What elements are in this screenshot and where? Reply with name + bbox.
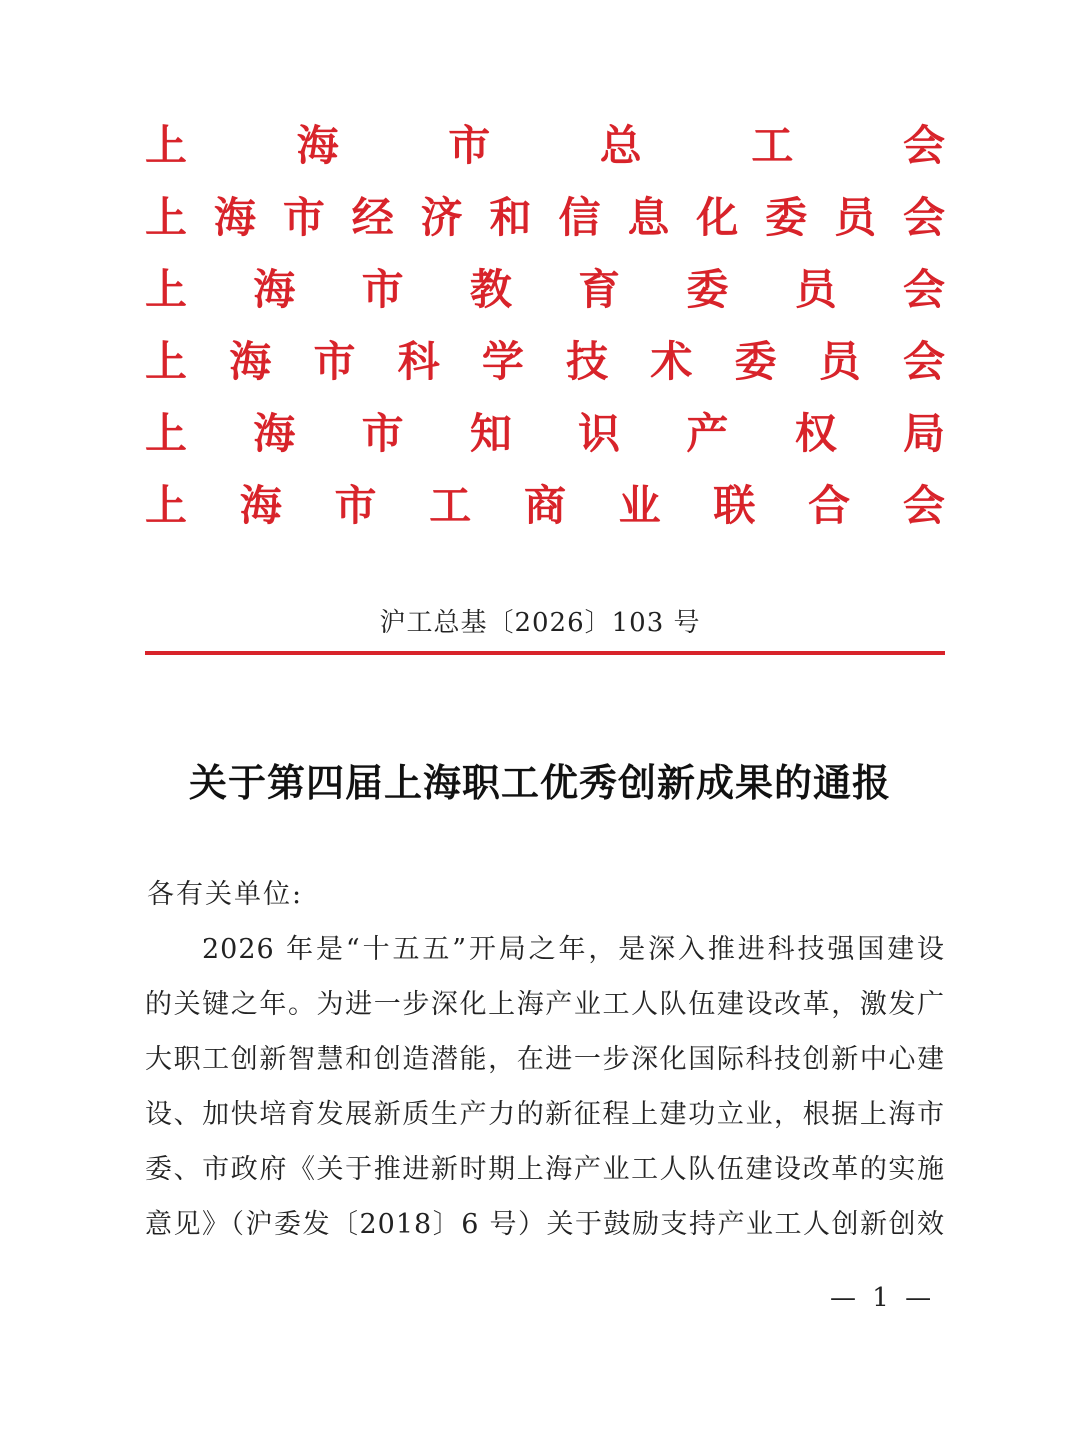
- issuer-char: 联: [713, 481, 756, 530]
- issuer-char: 业: [618, 481, 661, 530]
- salutation: 各有关单位:: [147, 879, 304, 910]
- issuer-char: 委: [765, 193, 808, 242]
- issuer-char: 合: [808, 481, 851, 530]
- issuer-char: 局: [902, 409, 945, 458]
- body-line: 意见》（沪委发〔2018〕6 号）关于鼓励支持产业工人创新创效: [145, 1209, 945, 1240]
- issuer-char: 会: [902, 265, 945, 314]
- body-line: 设、加快培育发展新质生产力的新征程上建功立业，根据上海市: [145, 1099, 945, 1130]
- issuer-char: 上: [145, 121, 188, 170]
- issuer-char: 工: [751, 121, 794, 170]
- notice-title: 关于第四届上海职工优秀创新成果的通报: [188, 760, 891, 805]
- issuer-row: [145, 182, 945, 254]
- issuer-char: 育: [578, 265, 621, 314]
- issuer-char: 经: [351, 193, 394, 242]
- issuer-row: [145, 326, 945, 398]
- issuer-row: [145, 398, 945, 470]
- issuer-char: 识: [578, 409, 621, 458]
- issuer-char: 海: [239, 481, 282, 530]
- issuer-char: 委: [734, 337, 777, 386]
- body-text: [145, 924, 945, 1254]
- page-number: — 1 —: [830, 1283, 936, 1313]
- issuer-char: 上: [145, 265, 188, 314]
- issuer-char: 会: [902, 337, 945, 386]
- issuer-char: 海: [213, 193, 256, 242]
- issuer-char: 术: [650, 337, 693, 386]
- issuer-char: 市: [334, 481, 377, 530]
- body-line: 2026 年是“十五五”开局之年，是深入推进科技强国建设: [202, 934, 945, 965]
- issuer-char: 工: [429, 481, 472, 530]
- issuer-char: 产: [686, 409, 729, 458]
- issuer-char: 市: [282, 193, 325, 242]
- issuer-row: [145, 254, 945, 326]
- issuer-char: 济: [420, 193, 463, 242]
- issuer-char: 学: [481, 337, 524, 386]
- issuer-char: 员: [818, 337, 861, 386]
- issuer-char: 信: [558, 193, 601, 242]
- issuer-char: 商: [523, 481, 566, 530]
- issuer-char: 知: [469, 409, 512, 458]
- issuer-row: [145, 110, 945, 182]
- body-line: 委、市政府《关于推进新时期上海产业工人队伍建设改革的实施: [145, 1154, 945, 1185]
- issuer-char: 和: [489, 193, 532, 242]
- issuer-char: 权: [794, 409, 837, 458]
- issuer-char: 技: [566, 337, 609, 386]
- issuer-char: 总: [599, 121, 642, 170]
- issuer-row: [145, 470, 945, 542]
- issuer-char: 上: [145, 481, 188, 530]
- issuer-char: 海: [296, 121, 339, 170]
- issuer-char: 教: [469, 265, 512, 314]
- issuer-char: 市: [448, 121, 491, 170]
- issuer-char: 息: [627, 193, 670, 242]
- issuer-char: 上: [145, 337, 188, 386]
- body-line: 的关键之年。为进一步深化上海产业工人队伍建设改革，激发广: [145, 989, 945, 1020]
- issuer-char: 会: [902, 193, 945, 242]
- issuer-char: 化: [696, 193, 739, 242]
- issuer-char: 海: [229, 337, 272, 386]
- issuer-char: 市: [361, 265, 404, 314]
- issuer-char: 上: [145, 193, 188, 242]
- body-line: 大职工创新智慧和创造潜能，在进一步深化国际科技创新中心建: [145, 1044, 945, 1075]
- issuer-char: 委: [686, 265, 729, 314]
- issuer-char: 海: [253, 265, 296, 314]
- issuer-char: 会: [902, 121, 945, 170]
- issuing-authorities: [145, 110, 945, 542]
- red-separator-line: [145, 651, 945, 655]
- issuer-char: 员: [794, 265, 837, 314]
- issuer-char: 会: [902, 481, 945, 530]
- issuer-char: 员: [834, 193, 877, 242]
- issuer-char: 市: [313, 337, 356, 386]
- issuer-char: 科: [397, 337, 440, 386]
- issuer-char: 海: [253, 409, 296, 458]
- document-number: 沪工总基〔2026〕103 号: [379, 608, 701, 638]
- issuer-char: 市: [361, 409, 404, 458]
- issuer-char: 上: [145, 409, 188, 458]
